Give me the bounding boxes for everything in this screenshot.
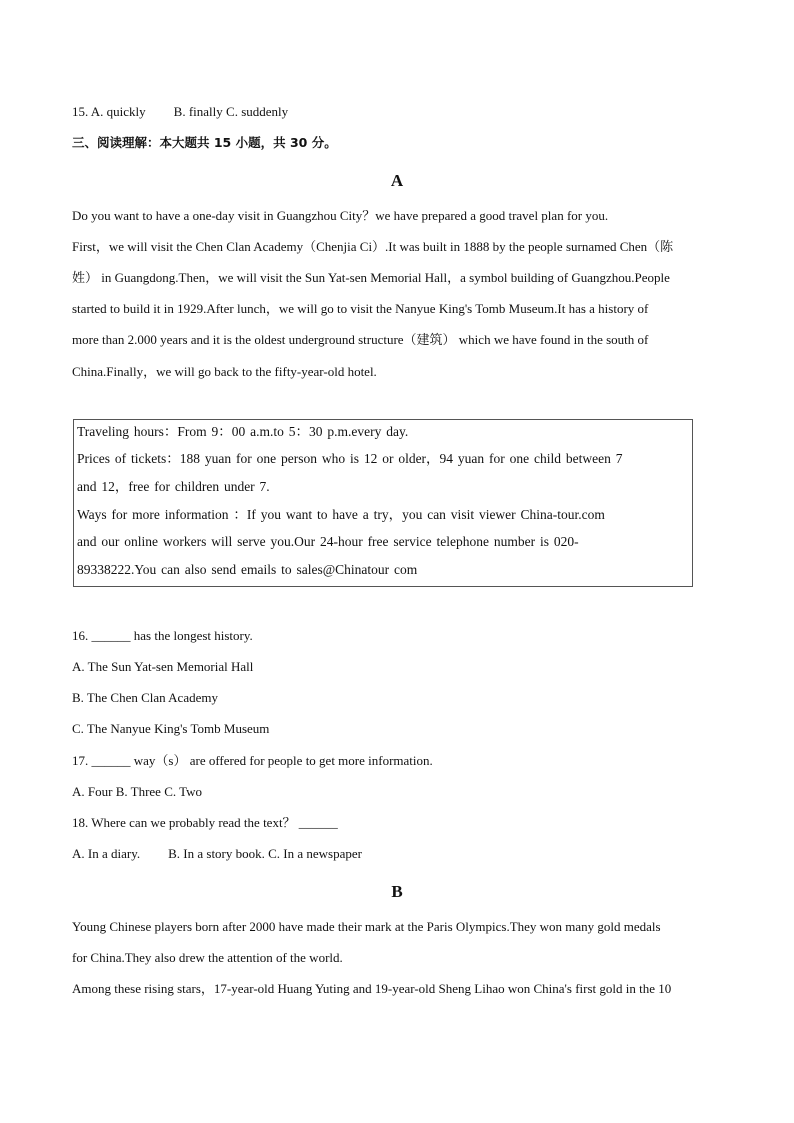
passage-a-line: China.Finally，we will go back to the fifty-year-old hotel. [72,364,377,379]
section-3-title: 三、阅读理解：本大题共 15 小题，共 30 分。 [72,135,337,150]
passage-a-line: 姓） in Guangdong.Then，we will visit the Sun Yat-sen Memorial Hall，a symbol building of Guangzhou.People [72,270,670,285]
passage-a-line: more than 2.000 years and it is the oldest underground structure（建筑） which we have found in the south of [72,332,649,347]
passage-a-heading: A [390,171,404,190]
q15-option-b: B. finally [173,104,223,119]
passage-b-line: Among these rising stars，17-year-old Huang Yuting and 19-year-old Sheng Lihao won China's first gold in the 10 [72,981,672,996]
q16-option-b: B. The Chen Clan Academy [72,690,218,705]
question-17-stem: 17. ______ way（s） are offered for people to get more information. [72,753,433,768]
info-line: 89338222.You can also send emails to sales@Chinatour com [77,562,418,577]
passage-b-heading: B [391,882,403,901]
info-line: Traveling hours：From 9：00 a.m.to 5：30 p.m.every day. [77,424,409,439]
passage-a-line: started to build it in 1929.After lunch，we will go to visit the Nanyue King's Tomb Museum.It has a history of [72,301,649,316]
passage-b-line: Young Chinese players born after 2000 have made their mark at the Paris Olympics.They won many gold medals [72,919,661,934]
q15-option-c: C. suddenly [226,104,289,119]
passage-a-line: First，we will visit the Chen Clan Academy（Chenjia Ci）.It was built in 1888 by the people surnamed Chen（陈 [72,239,674,254]
question-18-stem: 18. Where can we probably read the text？ ______ [72,815,338,830]
question-18-options [72,846,362,862]
info-line: and our online workers will serve you.Our 24-hour free service telephone number is 020- [77,534,579,549]
info-line: and 12，free for children under 7. [77,479,270,494]
q15-option-a: 15. A. quickly [72,104,146,119]
passage-a-line: Do you want to have a one-day visit in Guangzhou City？we have prepared a good travel plan for you. [72,208,609,223]
passage-b-line: for China.They also drew the attention of the world. [72,950,343,965]
info-line: Ways for more information ：If you want to have a try，you can visit viewer China-tour.com [77,507,605,522]
question-15 [72,104,288,120]
question-16-stem: 16. ______ has the longest history. [72,628,253,643]
q16-option-c: C. The Nanyue King's Tomb Museum [72,721,270,736]
info-line: Prices of tickets：188 yuan for one person who is 12 or older，94 yuan for one child between 7 [77,451,623,466]
q17-options: A. Four B. Three C. Two [72,784,203,799]
q16-option-a: A. The Sun Yat-sen Memorial Hall [72,659,254,674]
q18-option-bc: B. In a story book. C. In a newspaper [168,846,362,861]
travel-info-box [73,419,693,587]
q18-option-a: A. In a diary. [72,846,141,861]
